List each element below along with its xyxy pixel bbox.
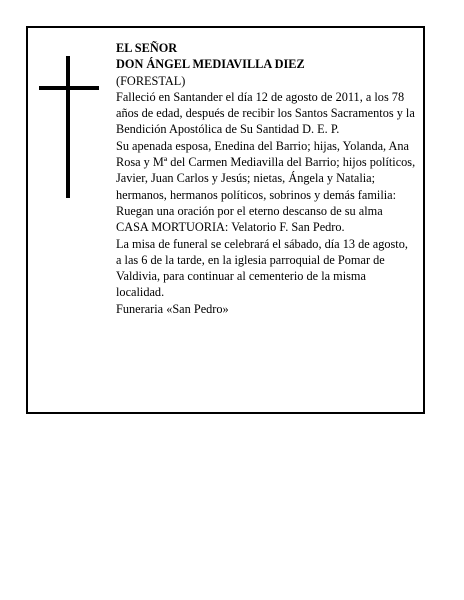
funeral-mass-details: La misa de funeral se celebrará el sábado, día 13 de agosto, a las 6 de la tarde, en la iglesia parroquial de Pomar de Valdivia, para continuar al cementerio de la misma localidad. [116, 236, 408, 300]
funeral-home-location: CASA MORTUORIA: Velatorio F. San Pedro. [116, 220, 345, 235]
cross-horizontal-bar [39, 86, 99, 90]
prayer-request: Ruegan una oración por el eterno descanso de su alma [116, 203, 383, 218]
family-list: Su apenada esposa, Enedina del Barrio; hijas, Yolanda, Ana Rosa y Mª del Carmen Mediavilla del Barrio; hijos políticos, Javier, Juan Carlos y Jesús; nietas, Ángela y Natalia; hermanos, hermanos políticos, sobrinos y demás familia: [116, 138, 416, 202]
funeral-service-provider: Funeraria «San Pedro» [116, 301, 229, 316]
deceased-nickname: (FORESTAL) [116, 73, 186, 88]
obituary-text [116, 40, 416, 317]
title-line-1: EL SEÑOR [116, 41, 178, 55]
cross-icon [39, 56, 99, 198]
obituary-notice [26, 26, 425, 414]
death-announcement: Falleció en Santander el día 12 de agosto de 2011, a los 78 años de edad, después de recibir los Santos Sacramentos y la Bendición Apostólica de Su Santidad D. E. P. [116, 89, 415, 137]
deceased-name: DON ÁNGEL MEDIAVILLA DIEZ [116, 57, 305, 72]
cross-vertical-bar [66, 56, 70, 198]
